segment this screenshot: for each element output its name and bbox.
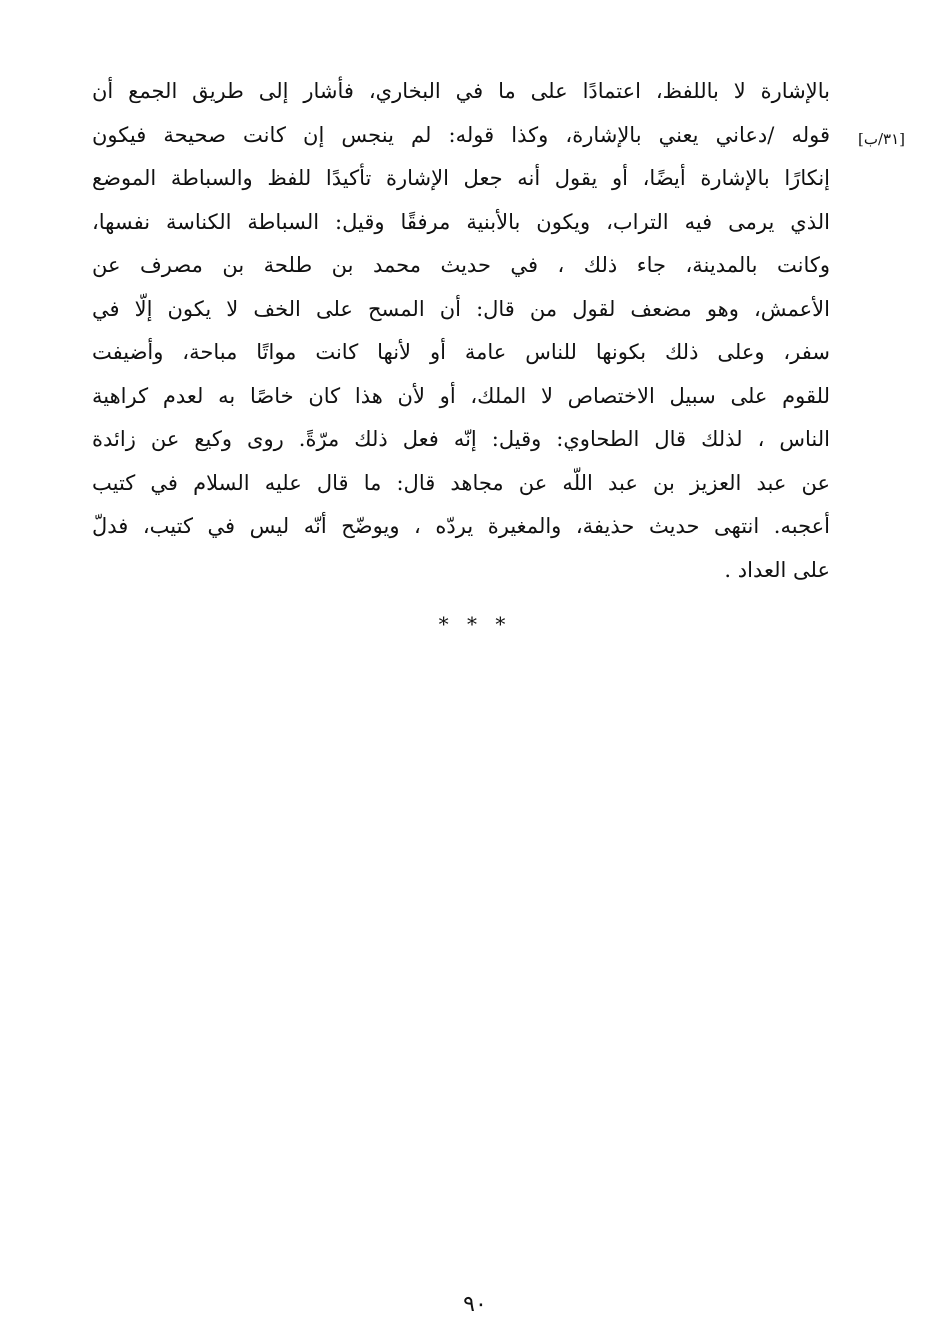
page-number: ٩٠	[463, 1292, 487, 1317]
text-line: الذي يرمى فيه التراب، ويكون بالأبنية مرفقًا وقيل: السباطة الكناسة نفسها،	[92, 209, 830, 234]
text-line: قوله /دعاني يعني بالإشارة، وكذا قوله: لم ينجس إن كانت صحيحة فيكون	[92, 122, 830, 147]
body-text	[92, 70, 830, 592]
text-line: بالإشارة لا باللفظ، اعتمادًا على ما في البخاري، فأشار إلى طريق الجمع أن	[92, 79, 830, 103]
text-line: للقوم على سبيل الاختصاص لا الملك، أو لأن هذا كان خاصًا به لعدم كراهية	[92, 383, 830, 408]
text-line: الأعمش، وهو مضعف لقول من قال: أن المسح على الخف لا يكون إلّا في	[92, 296, 830, 321]
text-line: إنكارًا بالإشارة أيضًا، أو يقول أنه جعل الإشارة تأكيدًا للفظ والسباطة الموضع	[92, 166, 830, 190]
text-line: على العداد .	[724, 557, 830, 582]
text-line: سفر، وعلى ذلك بكونها للناس عامة أو لأنها كانت مواتًا مباحة، وأضيفت	[92, 340, 830, 364]
margin-folio-note: [٣١/ب]	[858, 130, 906, 148]
section-separator: * * *	[438, 612, 512, 636]
text-line: الناس ، لذلك قال الطحاوي: وقيل: إنّه فعل ذلك مرّةً. روى وكيع عن زائدة	[92, 427, 830, 451]
text-line: وكانت بالمدينة، جاء ذلك ، في حديث محمد بن طلحة بن مصرف عن	[92, 253, 830, 277]
text-line: أعجبه. انتهى حديث حذيفة، والمغيرة يردّه ، ويوضّح أنّه ليس في كتيب، فدلّ	[92, 514, 830, 538]
text-line: عن عبد العزيز بن عبد اللّه عن مجاهد قال: ما قال عليه السلام في كتيب	[92, 470, 830, 495]
